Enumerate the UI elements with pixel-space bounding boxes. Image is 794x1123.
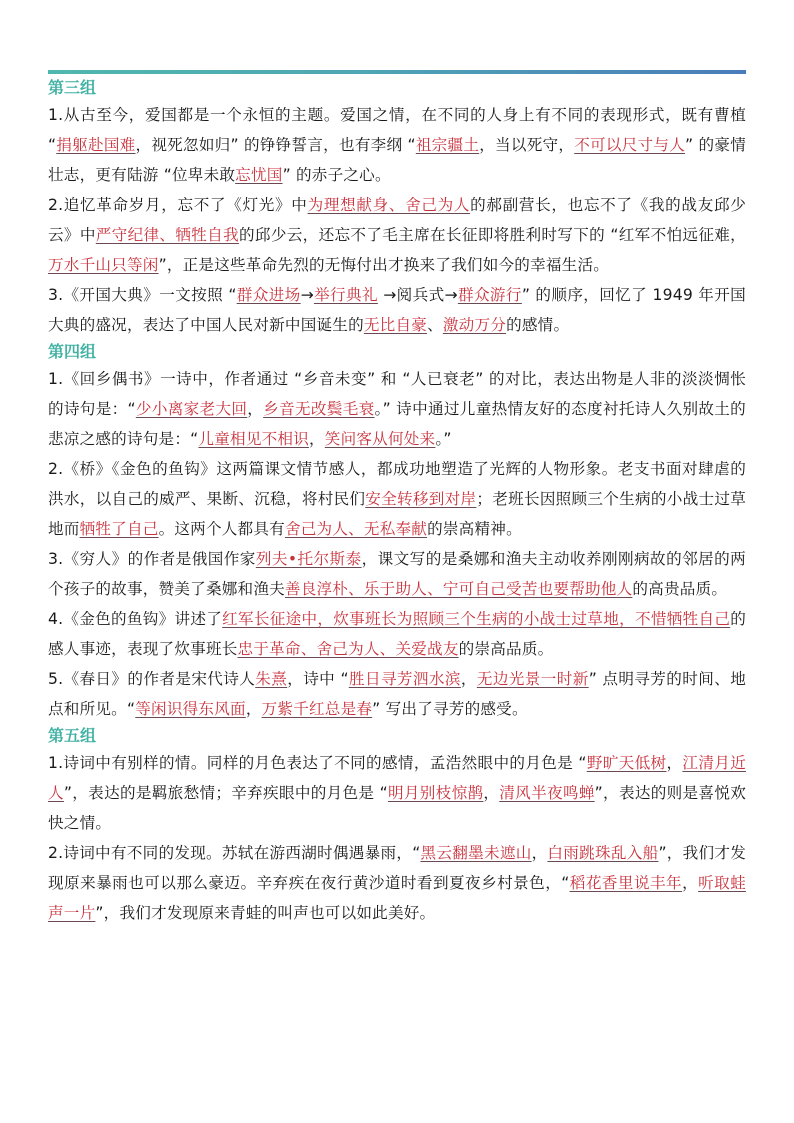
body-text: 的高贵品质。 — [632, 580, 728, 598]
header-gradient-bar — [48, 70, 746, 74]
body-text: 1.《回乡偶书》一诗中，作者通过 “乡音未变” 和 “人已衰老” 的对比，表达出物是人非的淡淡惆怅的诗句是：“ — [48, 370, 746, 418]
answer-text: 朱熹 — [255, 670, 288, 688]
body-text: ， — [483, 784, 500, 802]
question-paragraph — [48, 364, 746, 454]
answer-text: 安全转移到对岸 — [365, 490, 477, 508]
body-text: 的崇高精神。 — [427, 520, 522, 538]
body-text: 。” 诗中通过儿童热情友好的态度衬托诗人久别故土的悲凉之感的诗句是：“ — [48, 400, 746, 448]
body-text: ；老班长因照顾三个生病的小战士过草地而 — [48, 490, 746, 538]
body-text: ” 的豪情壮志，更有陆游 “位卑未敢 — [48, 136, 746, 184]
answer-text: 牺牲了自己 — [79, 520, 159, 538]
question-paragraph — [48, 280, 746, 340]
body-text: ”，表达的是羁旅愁情；辛弃疾眼中的月色是 “ — [63, 784, 388, 802]
answer-text: 稻花香里说丰年 — [569, 874, 683, 892]
answer-text: 群众游行 — [457, 286, 522, 304]
body-text: ，诗中 “ — [287, 670, 349, 688]
body-text: ” 的赤子之心。 — [282, 166, 391, 184]
body-text: ” 的顺序，回忆了 1949 年开国大典的盛况，表达了中国人民对新中国诞生的 — [48, 286, 746, 334]
section-heading: 第四组 — [48, 342, 97, 361]
body-text: ， — [682, 874, 699, 892]
body-text: ，当以死守， — [479, 136, 575, 154]
body-text: 。” — [435, 430, 452, 448]
answer-text: 无边光景一时新 — [476, 670, 589, 688]
body-text: ”，正是这些革命先烈的无悔付出才换来了我们如今的幸福生活。 — [158, 256, 610, 274]
answer-text: 听取蛙声一片 — [48, 874, 746, 922]
body-text: →阅兵式→ — [377, 286, 458, 304]
question-paragraph — [48, 604, 746, 664]
body-text: 的郝副营长，也忘不了《我的战友邱少云》中 — [48, 196, 746, 244]
answer-text: 清风半夜鸣蝉 — [499, 784, 595, 802]
document-page — [48, 76, 746, 928]
answer-text: 万紫千红总是春 — [261, 700, 373, 718]
answer-text: 黑云翻墨未遮山 — [420, 844, 532, 862]
section-heading: 第五组 — [48, 726, 97, 745]
answer-text: 捐躯赴国难 — [56, 136, 136, 154]
section-heading: 第三组 — [48, 78, 97, 97]
body-text: 的崇高品质。 — [458, 640, 554, 658]
answer-text: 儿童相见不相识 — [198, 430, 309, 448]
question-paragraph — [48, 838, 746, 928]
body-text: ， — [460, 670, 477, 688]
body-text: ”，表达的则是喜悦欢快之情。 — [48, 784, 747, 832]
answer-text: 忘忧国 — [235, 166, 283, 184]
question-paragraph — [48, 100, 746, 190]
body-text: ， — [247, 400, 264, 418]
body-text: ” 点明寻芳的时间、地点和所见。“ — [48, 670, 746, 718]
answer-text: 红军长征途中，炊事班长为照顾三个生病的小战士过草地，不惜牺牲自己 — [222, 610, 731, 628]
body-text: 3.《开国大典》一文按照 “ — [48, 286, 237, 304]
answer-text: 举行典礼 — [313, 286, 378, 304]
body-text: 的感情。 — [506, 316, 570, 334]
body-text: ， — [245, 700, 262, 718]
answer-text: 乡音无改鬓毛衰 — [263, 400, 375, 418]
answer-text: 少小离家老大回 — [135, 400, 248, 418]
question-paragraph — [48, 748, 746, 838]
answer-text: 笑问客从何处来 — [324, 430, 436, 448]
body-text: ”，我们才发现原来青蛙的叫声也可以如此美好。 — [95, 904, 436, 922]
answer-text: 野旷天低树 — [586, 754, 667, 772]
body-text: ” 写出了寻芳的感受。 — [372, 700, 528, 718]
body-text: 的感人事迹，表现了炊事班长 — [48, 610, 747, 658]
question-paragraph — [48, 190, 746, 280]
question-paragraph — [48, 544, 746, 604]
answer-text: 江清月近人 — [48, 754, 746, 802]
body-text: 2.追忆革命岁月，忘不了《灯光》中 — [48, 196, 308, 214]
answer-text: 严守纪律、牺牲自我 — [95, 226, 239, 244]
question-paragraph — [48, 454, 746, 544]
answer-text: 为理想献身、舍己为人 — [307, 196, 471, 214]
body-text: 3.《穷人》的作者是俄国作家 — [48, 550, 256, 568]
body-text: 的邱少云，还忘不了毛主席在长征即将胜利时写下的 “红军不怕远征难， — [239, 226, 746, 244]
question-paragraph — [48, 664, 746, 724]
body-text: ， — [309, 430, 325, 448]
body-text: 、 — [427, 316, 443, 334]
body-text: ，课文写的是桑娜和渔夫主动收养刚刚病故的邻居的两个孩子的故事，赞美了桑娜和渔夫 — [48, 550, 746, 598]
answer-text: 明月别枝惊鹊 — [387, 784, 484, 802]
answer-text: 善良淳朴、乐于助人、宁可自己受苦也要帮助他人 — [284, 580, 633, 598]
answer-text: 等闲识得东风面 — [135, 700, 246, 718]
answer-text: 祖宗疆土 — [415, 136, 480, 154]
body-text: → — [300, 286, 314, 304]
body-text: 2.《桥》《金色的鱼钩》这两篇课文情节感人，都成功地塑造了光辉的人物形象。老支书面对肆虐的洪水，以自己的威严、果断、沉稳，将村民们 — [48, 460, 746, 508]
body-text: 2.诗词中有不同的发现。苏轼在游西湖时偶遇暴雨，“ — [48, 844, 421, 862]
answer-text: 激动万分 — [442, 316, 507, 334]
body-text: ”，我们才发现原来暴雨也可以那么豪迈。辛弃疾在夜行黄沙道时看到夏夜乡村景色，“ — [48, 844, 747, 892]
body-text: 。这两个人都具有 — [158, 520, 285, 538]
answer-text: 群众进场 — [236, 286, 301, 304]
body-text: ， — [531, 844, 548, 862]
answer-text: 万水千山只等闲 — [48, 256, 159, 274]
body-text: 5.《春日》的作者是宋代诗人 — [48, 670, 256, 688]
answer-text: 列夫•托尔斯泰 — [255, 550, 362, 568]
body-text: 1.从古至今，爱国都是一个永恒的主题。爱国之情，在不同的人身上有不同的表现形式，既有曹植 “ — [48, 106, 746, 154]
answer-text: 白雨跳珠乱入船 — [547, 844, 659, 862]
body-text: ，视死忽如归” 的铮铮誓言，也有李纲 “ — [135, 136, 416, 154]
answer-text: 舍己为人、无私奉献 — [284, 520, 428, 538]
body-text: 4.《金色的鱼钩》讲述了 — [48, 610, 223, 628]
body-text: 1.诗词中有别样的情。同样的月色表达了不同的感情，孟浩然眼中的月色是 “ — [48, 754, 587, 772]
answer-text: 忠于革命、舍己为人、关爱战友 — [237, 640, 459, 658]
answer-text: 不可以尺寸与人 — [574, 136, 686, 154]
answer-text: 无比自豪 — [363, 316, 428, 334]
answer-text: 胜日寻芳泗水滨 — [348, 670, 461, 688]
body-text: ， — [666, 754, 683, 772]
